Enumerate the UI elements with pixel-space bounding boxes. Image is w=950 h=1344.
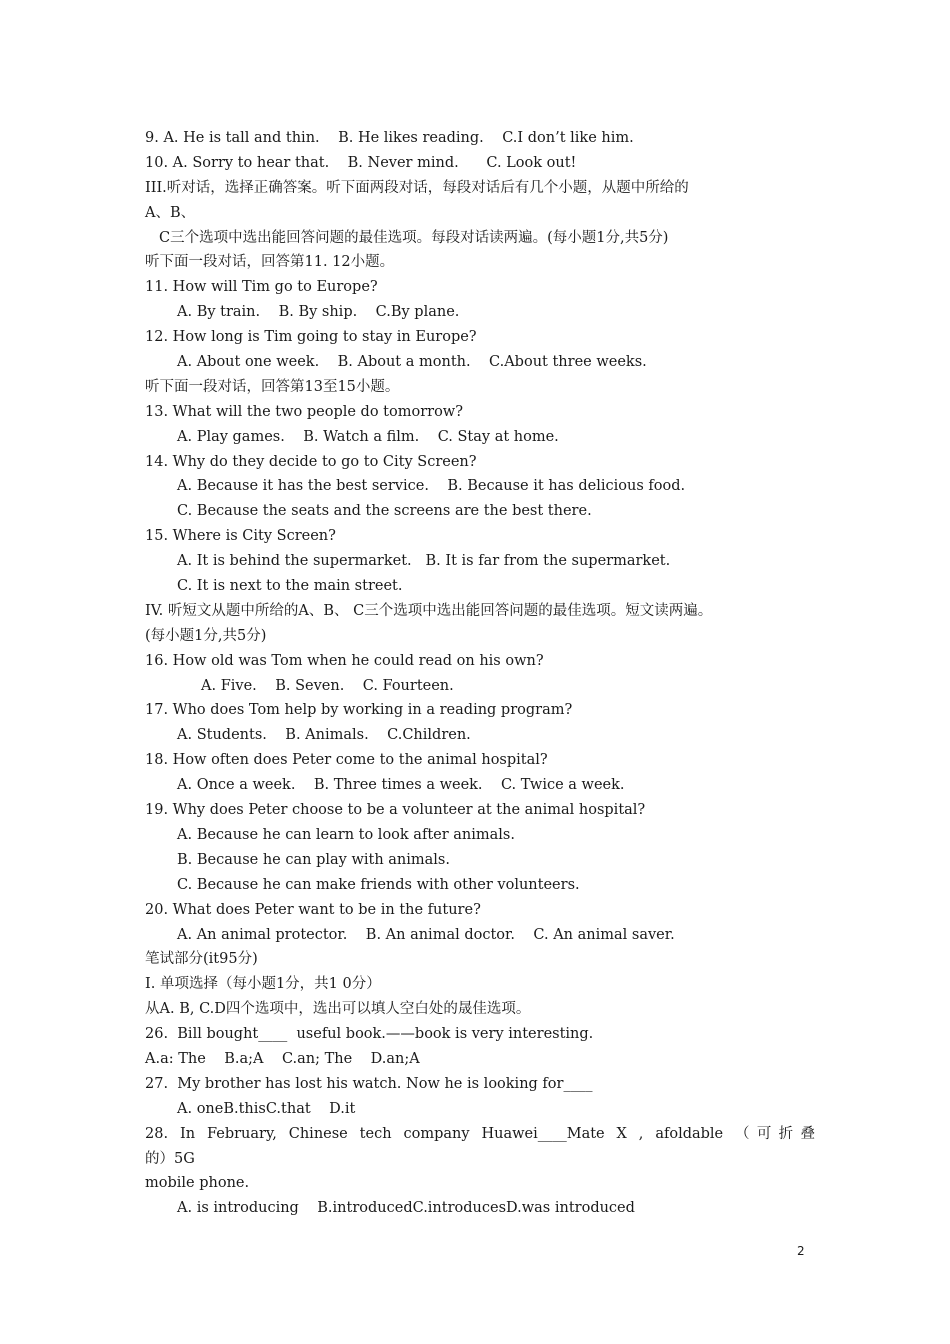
option-line: A. By train. B. By ship. C.By plane.	[177, 304, 460, 321]
instruction-line: 从A. B, C.D四个选项中，选出可以填人空白处的晟佳选项。	[145, 1001, 531, 1018]
text-line: 10. A. Sorry to hear that. B. Never mind. C. Look out!	[145, 154, 577, 171]
option-line: C. Because he can make friends with other volunteers.	[177, 876, 580, 893]
option-line: B. Because he can play with animals.	[177, 851, 450, 868]
instruction-line: 听下面一段对话，回答第13至15小题。	[145, 378, 400, 395]
section-heading: III.听对话，选择正确答案。听下面两段对话，每段对话后有几个小题，从题中所给的	[145, 179, 689, 196]
text-line: (每小题1分,共5分)	[145, 627, 267, 644]
section-heading: 笔试部分(it95分)	[145, 951, 258, 968]
question-line: 12. How long is Tim going to stay in Europe?	[145, 329, 477, 346]
section-heading: I. 单项选择（每小题1分，共1 0分）	[145, 976, 381, 993]
page-number: 2	[797, 1244, 805, 1258]
question-line: 19. Why does Peter choose to be a volunteer at the animal hospital?	[145, 802, 646, 819]
option-line: A. About one week. B. About a month. C.About three weeks.	[177, 354, 647, 371]
option-line: C. Because the seats and the screens are the best there.	[177, 503, 592, 520]
question-line: 15. Where is City Screen?	[145, 528, 336, 545]
option-line: A. It is behind the supermarket. B. It is far from the supermarket.	[177, 553, 671, 570]
instruction-line: 听下面一段对话，回答第11. 12小题。	[145, 254, 395, 271]
question-line: 16. How old was Tom when he could read on his own?	[145, 652, 544, 669]
option-line: C. It is next to the main street.	[177, 578, 403, 595]
text-line: A、B、	[145, 204, 196, 221]
question-line: 27. My brother has lost his watch. Now he is looking for____	[145, 1075, 593, 1092]
question-line: 18. How often does Peter come to the animal hospital?	[145, 752, 548, 769]
option-line: A. Five. B. Seven. C. Fourteen.	[201, 677, 454, 694]
option-line: A. Once a week. B. Three times a week. C. Twice a week.	[177, 777, 625, 794]
option-line: A. An animal protector. B. An animal doctor. C. An animal saver.	[177, 926, 675, 943]
option-line: A.a: The B.a;A C.an; The D.an;A	[145, 1050, 420, 1067]
question-line: 26. Bill bought____ useful book.——book is very interesting.	[145, 1026, 594, 1043]
question-line: 20. What does Peter want to be in the future?	[145, 901, 481, 918]
question-line: 17. Who does Tom help by working in a reading program?	[145, 702, 573, 719]
text-line: C三个选项中选出能回答问题的最佳选项。每段对话读两遍。(每小题1分,共5分)	[159, 229, 669, 246]
section-heading: IV. 听短文从题中所给的A、B、 C三个选项中选出能回答问题的最佳选项。短文读两遍。	[145, 602, 713, 619]
option-line: A. oneB.thisC.that D.it	[177, 1100, 356, 1117]
question-line: 14. Why do they decide to go to City Screen?	[145, 453, 477, 470]
option-line: A. Students. B. Animals. C.Children.	[177, 727, 471, 744]
option-line: A. Play games. B. Watch a film. C. Stay at home.	[177, 428, 559, 445]
question-line: 11. How will Tim go to Europe?	[145, 279, 378, 296]
text-line: 的）5G	[145, 1150, 195, 1167]
text-line: 9. A. He is tall and thin. B. He likes reading. C.I don’t like him.	[145, 130, 634, 146]
question-line: 13. What will the two people do tomorrow?	[145, 403, 463, 420]
document-body	[145, 126, 815, 1221]
option-line: A. is introducing B.introducedC.introducesD.was introduced	[177, 1200, 635, 1217]
option-line: A. Because he can learn to look after animals.	[177, 826, 515, 843]
question-line: 28. In February, Chinese tech company Huawei____Mate X , afoldable （可折叠	[145, 1125, 815, 1142]
option-line: A. Because it has the best service. B. Because it has delicious food.	[177, 478, 686, 495]
text-line: mobile phone.	[145, 1175, 250, 1192]
